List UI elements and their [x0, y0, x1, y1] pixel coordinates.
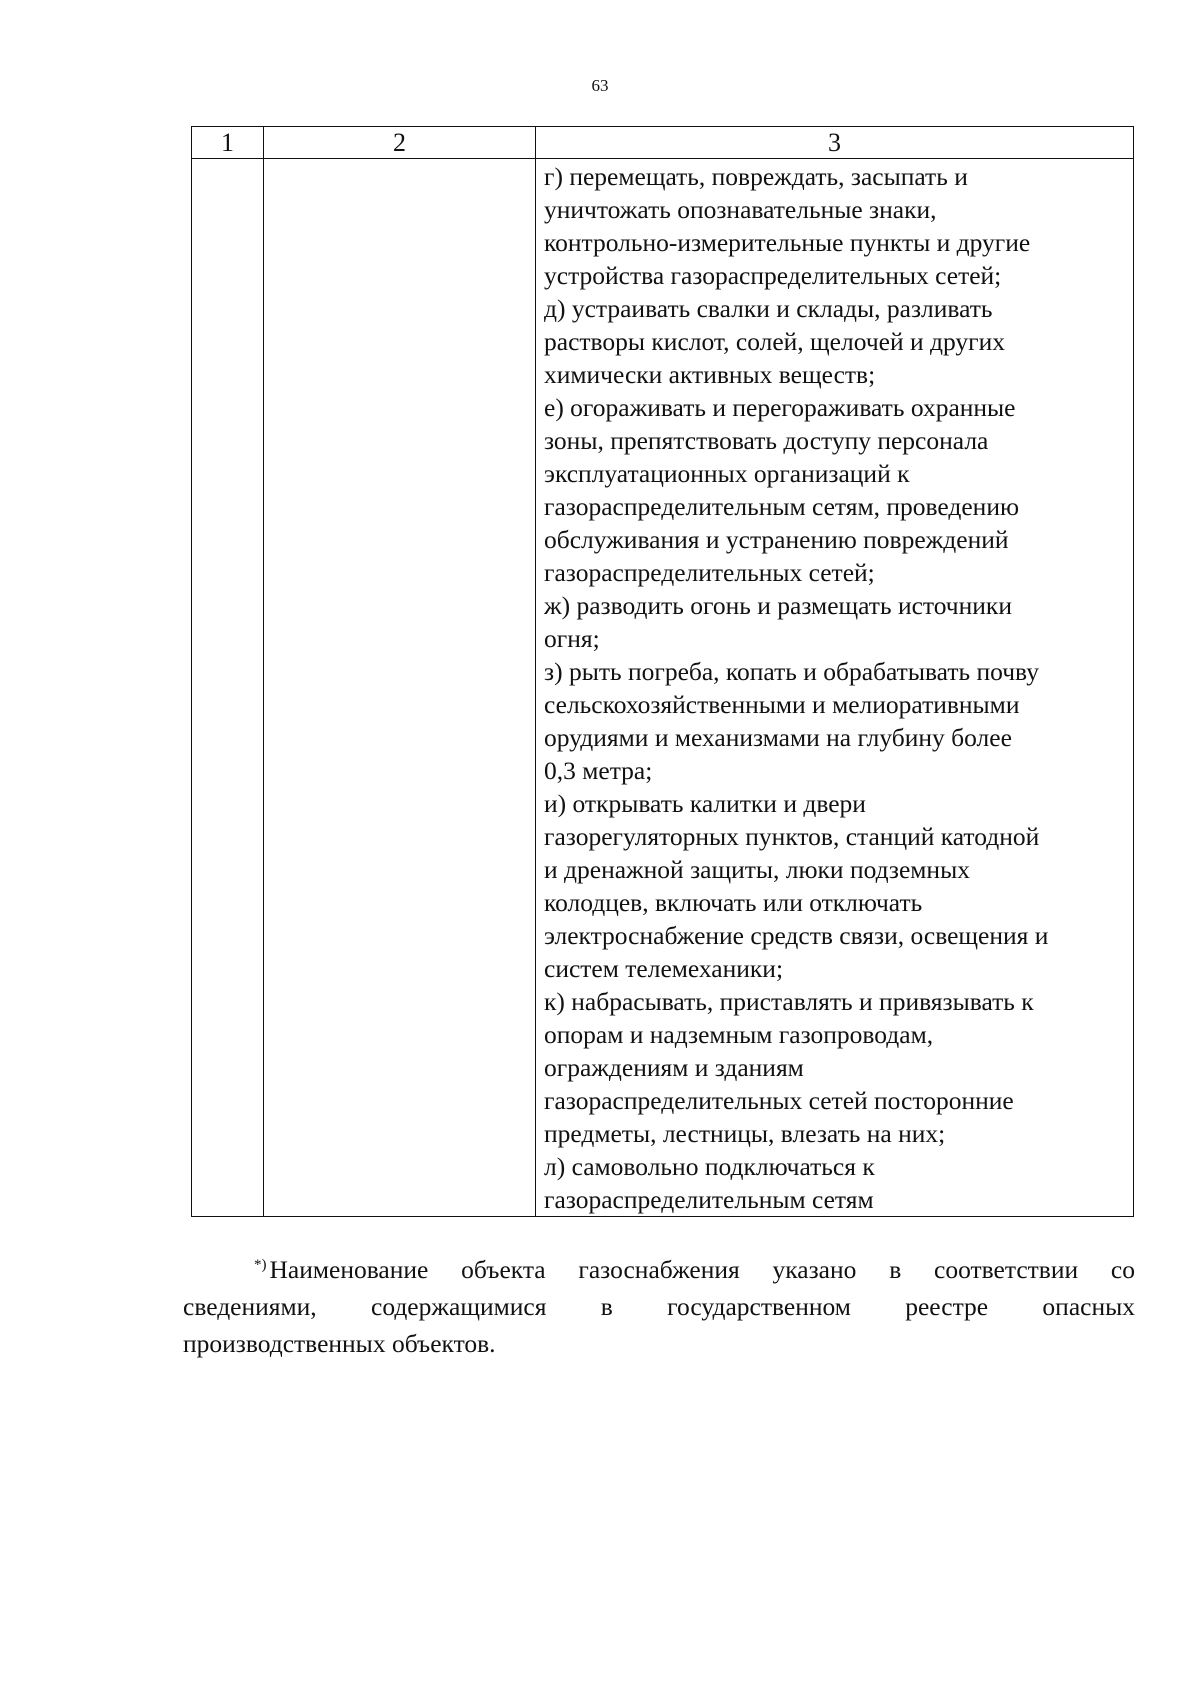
list-line: обслуживания и устранению повреждений [544, 525, 1009, 554]
list-line: орудиями и механизмами на глубину более [544, 723, 1012, 752]
restrictions-list [536, 159, 1133, 1216]
table-header-row [192, 127, 1134, 159]
list-line: з) рыть погреба, копать и обрабатывать почву [544, 657, 1039, 686]
table-row [192, 159, 1134, 1217]
footnote-line-2: сведениями, содержащимися в государственном реестре опасных [183, 1292, 1135, 1321]
list-line: опорам и надземным газопроводам, [544, 1020, 934, 1049]
table-cell-col2 [264, 159, 536, 1217]
list-line: 0,3 метра; [544, 756, 653, 785]
list-line: сельскохозяйственными и мелиоративными [544, 690, 1020, 719]
list-line: контрольно-измерительные пункты и другие [544, 228, 1031, 257]
list-line: устройства газораспределительных сетей; [544, 261, 1002, 290]
list-line: газораспределительным сетям [544, 1185, 874, 1214]
list-line: эксплуатационных организаций к [544, 459, 910, 488]
table-cell-col1 [192, 159, 264, 1217]
list-line: растворы кислот, солей, щелочей и других [544, 327, 1005, 356]
list-line: л) самовольно подключаться к [544, 1152, 875, 1181]
list-line: газораспределительным сетям, проведению [544, 492, 1020, 521]
footnote-line-3: производственных объектов. [183, 1329, 496, 1358]
list-line: огня; [544, 624, 600, 653]
list-line: зоны, препятствовать доступу персонала [544, 426, 989, 455]
column-header-3: 3 [536, 127, 1134, 159]
list-line: газораспределительных сетей; [544, 558, 875, 587]
footnote [183, 1247, 1135, 1362]
list-line: газораспределительных сетей посторонние [544, 1086, 1014, 1115]
footnote-marker: *) [254, 1257, 267, 1273]
list-line: предметы, лестницы, влезать на них; [544, 1119, 946, 1148]
list-line: ограждениям и зданиям [544, 1053, 804, 1082]
list-line: химически активных веществ; [544, 360, 876, 389]
list-line: и) открывать калитки и двери [544, 789, 866, 818]
list-line: д) устраивать свалки и склады, разливать [544, 294, 993, 323]
page-number: 63 [591, 76, 609, 95]
list-line: г) перемещать, повреждать, засыпать и [544, 162, 968, 191]
list-line: газорегуляторных пунктов, станций катодной [544, 822, 1040, 851]
list-line: колодцев, включать или отключать [544, 888, 923, 917]
list-line: электроснабжение средств связи, освещения и [544, 921, 1049, 950]
column-header-1: 1 [192, 127, 264, 159]
column-header-2: 2 [264, 127, 536, 159]
footnote-line-1 [183, 1247, 1135, 1288]
list-line: систем телемеханики; [544, 954, 784, 983]
footnote-text-1: Наименование объекта газоснабжения указано в соответствии со [269, 1255, 1135, 1284]
document-table [191, 126, 1134, 1217]
list-line: ж) разводить огонь и размещать источники [544, 591, 1012, 620]
list-line: е) огораживать и перегораживать охранные [544, 393, 1016, 422]
table-cell-col3 [536, 159, 1134, 1217]
list-line: к) набрасывать, приставлять и привязывать к [544, 987, 1034, 1016]
list-line: уничтожать опознавательные знаки, [544, 195, 937, 224]
list-line: и дренажной защиты, люки подземных [544, 855, 970, 884]
